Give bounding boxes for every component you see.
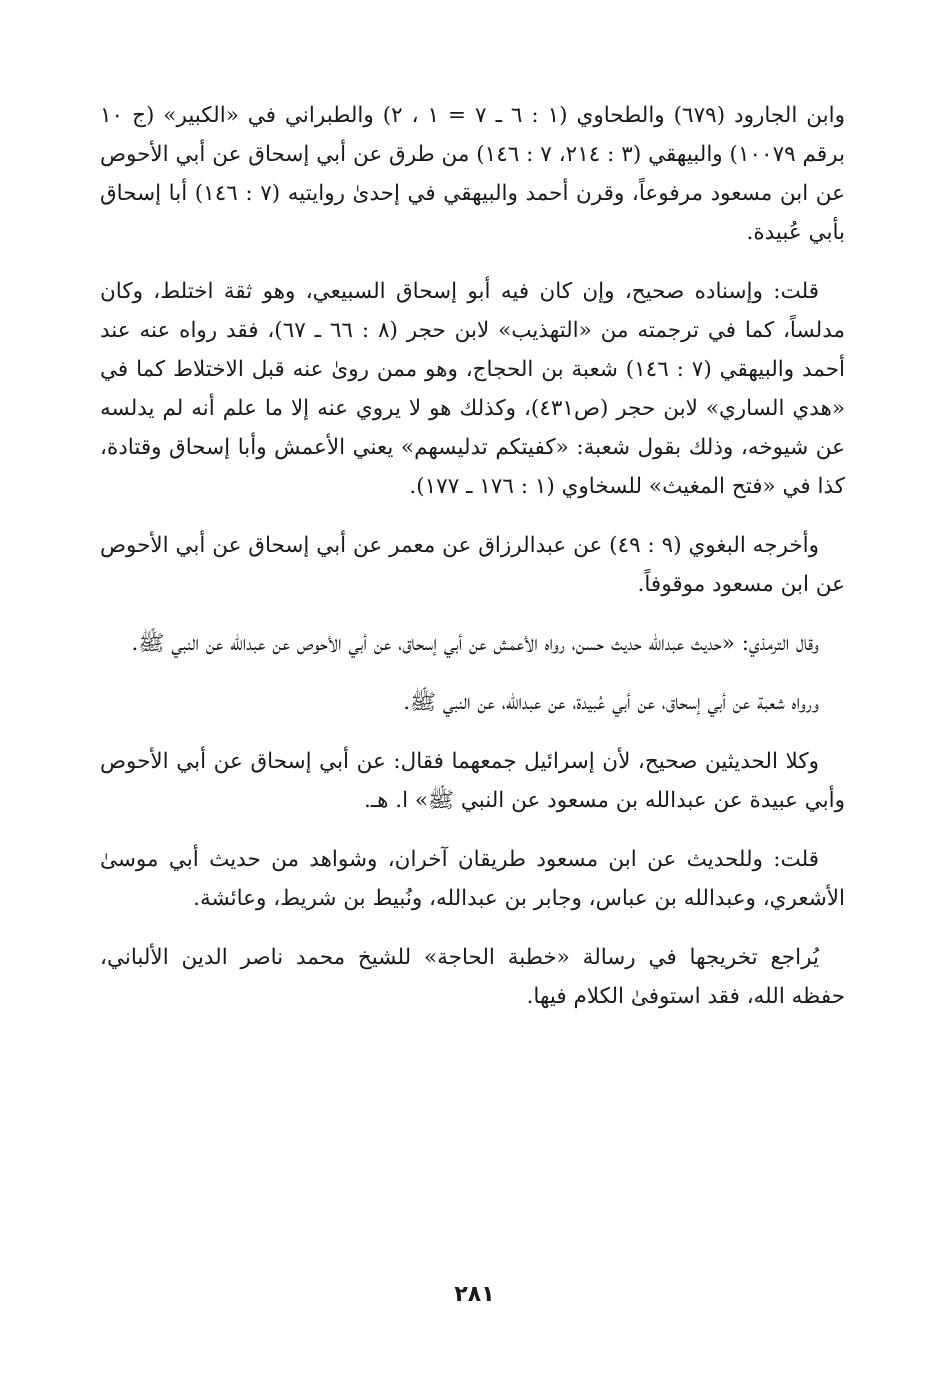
paragraph-6 [100, 742, 845, 820]
paragraph-text: وقال الترمذي: «حديث عبدالله حديث حسن، رواه الأعمش عن أبي إسحاق، عن أبي الأحوص عن عبدالله عن النبي ﷺ. [131, 631, 819, 656]
paragraph-text: ورواه شعبة عن أبي إسحاق، عن أبي عُبيدة، عن عبدالله، عن النبي ﷺ. [403, 690, 819, 715]
paragraph-7 [100, 840, 845, 918]
paragraph-8 [100, 938, 845, 1016]
paragraph-text: قلت: وللحديث عن ابن مسعود طريقان آخران، وشواهد من حديث أبي موسىٰ الأشعري، وعبدالله بن عباس، وجابر بن عبدالله، ونُبيط بن شريط، وعائشة. [100, 847, 845, 911]
paragraph-text: وابن الجارود (٦٧٩) والطحاوي (١ : ٦ ـ ٧ = ١ ، ٢) والطبراني في «الكبير» (ج ١٠ برقم ١٠٠٧٩) والبيهقي (٣ : ٢١٤، ٧ : ١٤٦) من طرق عن أبي إسحاق عن أبي الأحوص عن ابن مسعود مرفوعاً، وقرن أحمد والبيهقي في إحدىٰ روايتيه (٧ : ١٤٦) أبا إسحاق بأبي عُبيدة. [100, 103, 846, 245]
body-text [100, 96, 845, 1036]
paragraph-2 [100, 272, 845, 506]
paragraph-text: وكلا الحديثين صحيح، لأن إسرائيل جمعهما فقال: عن أبي إسحاق عن أبي الأحوص وأبي عبيدة عن عبدالله بن مسعود عن النبي ﷺ» ا. هـ. [100, 749, 845, 813]
paragraph-4 [100, 624, 845, 663]
paragraph-5 [100, 683, 845, 722]
paragraph-text: قلت: وإسناده صحيح، وإن كان فيه أبو إسحاق السبيعي، وهو ثقة اختلط، وكان مدلساً، كما في ترجمته من «التهذيب» لابن حجر (٨ : ٦٦ ـ ٦٧)، فقد رواه عنه عند أحمد والبيهقي (٧ : ١٤٦) شعبة بن الحجاج، وهو ممن روىٰ عنه قبل الاختلاط كما في «هدي الساري» لابن حجر (ص٤٣١)، وكذلك هو لا يروي عنه إلا ما علم أنه لم يدلسه عن شيوخه، وذلك بقول شعبة: «كفيتكم تدليسهم» يعني الأعمش وأبا إسحاق وقتادة، كذا في «فتح المغيث» للسخاوي (١ : ١٧٦ ـ ١٧٧). [100, 279, 846, 499]
paragraph-3 [100, 526, 845, 604]
page-number: ٢٨١ [454, 1282, 495, 1307]
paragraph-text: يُراجع تخريجها في رسالة «خطبة الحاجة» للشيخ محمد ناصر الدين الألباني، حفظه الله، فقد استوفىٰ الكلام فيها. [100, 945, 845, 1009]
paragraph-1 [100, 96, 845, 252]
paragraph-text: وأخرجه البغوي (٩ : ٤٩) عن عبدالرزاق عن معمر عن أبي إسحاق عن أبي الأحوص عن ابن مسعود موقوفاً. [100, 533, 845, 597]
